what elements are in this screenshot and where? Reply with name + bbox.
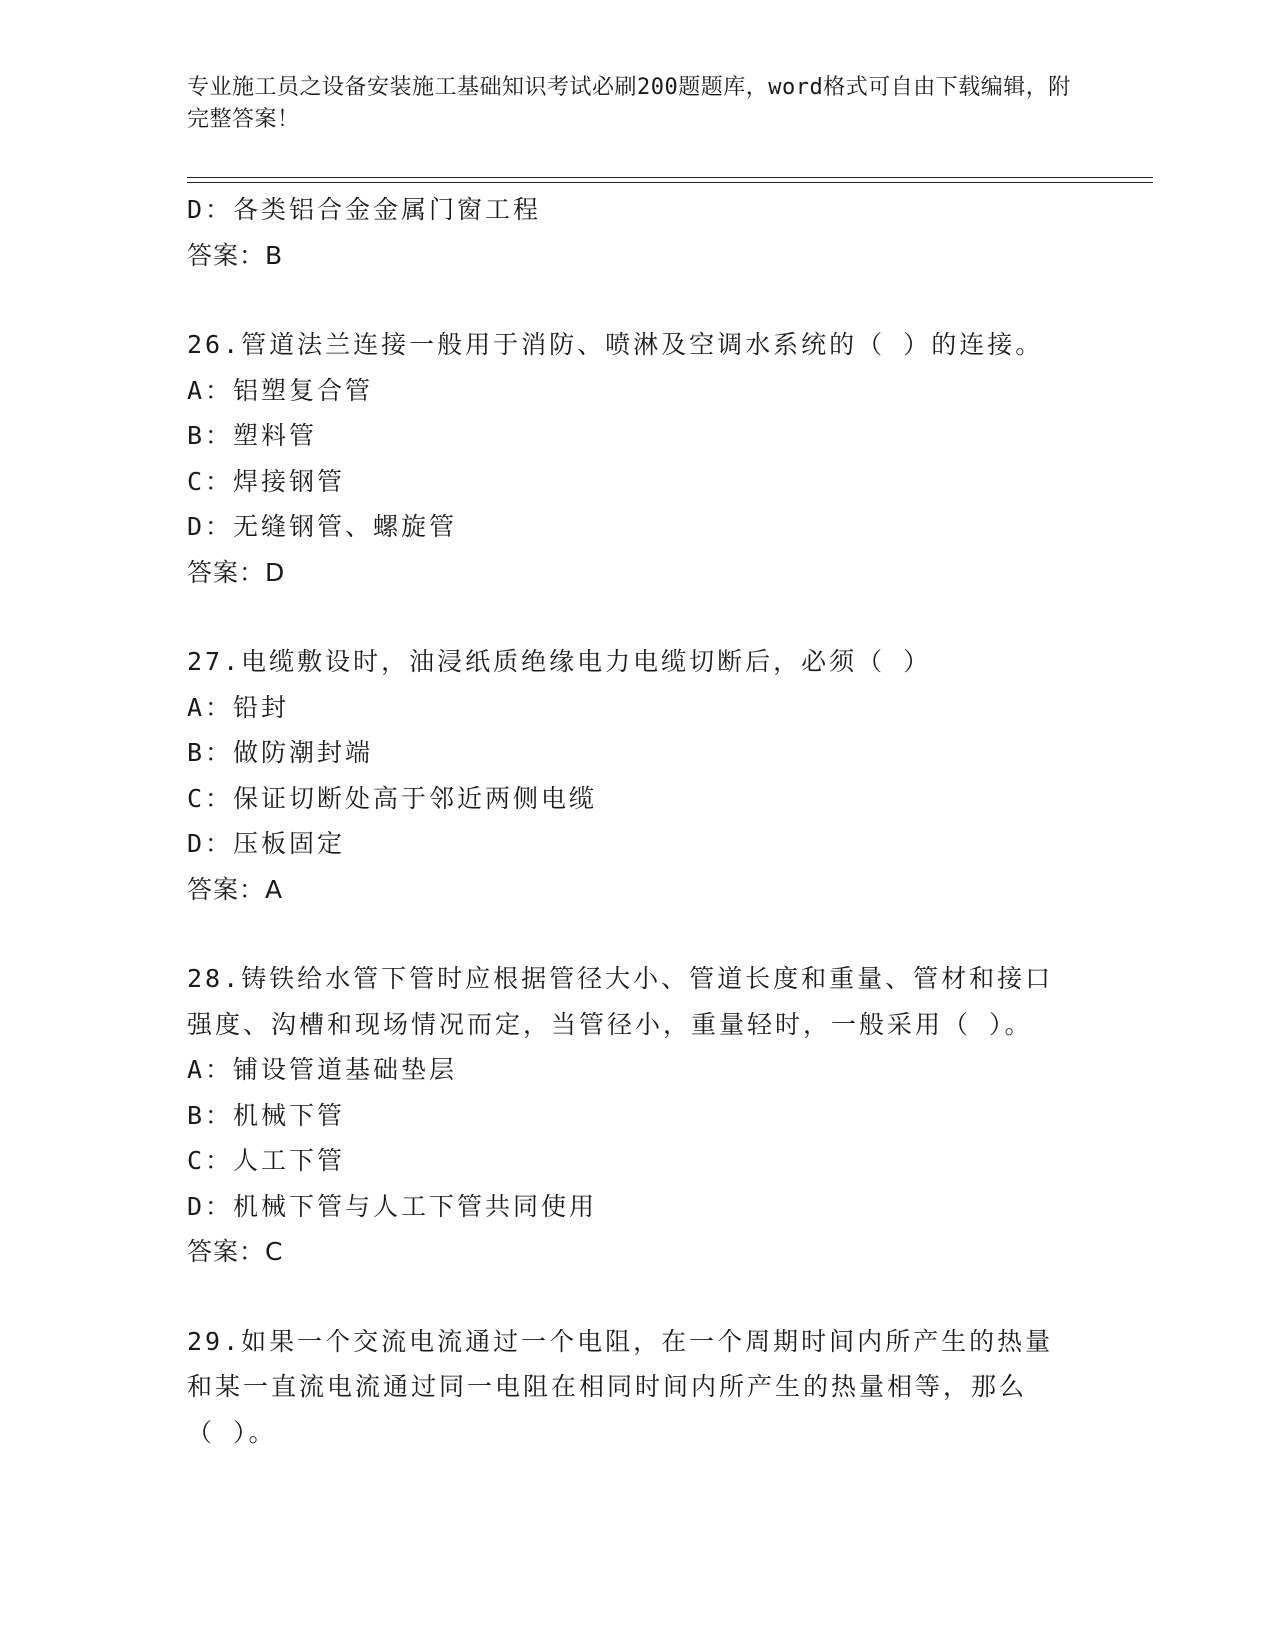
q27-option-c: C：保证切断处高于邻近两侧电缆: [187, 783, 598, 813]
q28-question-line1: 28.铸铁给水管下管时应根据管径大小、管道长度和重量、管材和接口: [187, 964, 1054, 993]
q28-question-line2: 强度、沟槽和现场情况而定，当管径小，重量轻时，一般采用（ ）。: [187, 1009, 1033, 1039]
q27-option-b: B：做防潮封端: [187, 738, 374, 767]
q27-question: 27.电缆敷设时，油浸纸质绝缘电力电缆切断后，必须（ ）: [187, 647, 932, 676]
q28-option-d: D：机械下管与人工下管共同使用: [187, 1191, 598, 1221]
q27-option-a: A：铅封: [187, 692, 290, 722]
header-divider-bottom: [187, 182, 1153, 183]
q26-answer: 答案：D: [187, 557, 286, 587]
block-spacer: [187, 1275, 1087, 1319]
page-header-title: 专业施工员之设备安装施工基础知识考试必刷200题题库，word格式可自由下载编辑，附完整答案！: [187, 75, 1071, 132]
q26-option-d: D：无缝钢管、螺旋管: [187, 512, 458, 541]
q28-option-a: A：铺设管道基础垫层: [187, 1055, 458, 1084]
q29-question-line1: 29.如果一个交流电流通过一个电阻，在一个周期时间内所产生的热量: [187, 1326, 1054, 1356]
q27-option-d: D：压板固定: [187, 829, 346, 858]
q28-option-c: C：人工下管: [187, 1146, 346, 1175]
question-content: [187, 187, 1087, 1455]
q29-question-line2: 和某一直流电流通过同一电阻在相同时间内所产生的热量相等，那么: [187, 1372, 1028, 1401]
q27-answer: 答案：A: [187, 874, 284, 904]
block-spacer: [187, 912, 1087, 956]
q28-answer: 答案：C: [187, 1237, 284, 1266]
q25-answer: 答案：B: [187, 240, 284, 270]
q26-option-c: C：焊接钢管: [187, 466, 346, 496]
block-spacer: [187, 595, 1087, 639]
q28-option-b: B：机械下管: [187, 1100, 346, 1130]
q26-option-a: A：铝塑复合管: [187, 375, 374, 405]
q26-option-b: B：塑料管: [187, 421, 318, 450]
q29-question-line3: （ ）。: [187, 1417, 277, 1447]
q26-question: 26.管道法兰连接一般用于消防、喷淋及空调水系统的（ ）的连接。: [187, 330, 1044, 359]
header-divider-top: [187, 177, 1153, 178]
block-spacer: [187, 278, 1087, 322]
q25-option-d: D：各类铝合金金属门窗工程: [187, 195, 542, 224]
